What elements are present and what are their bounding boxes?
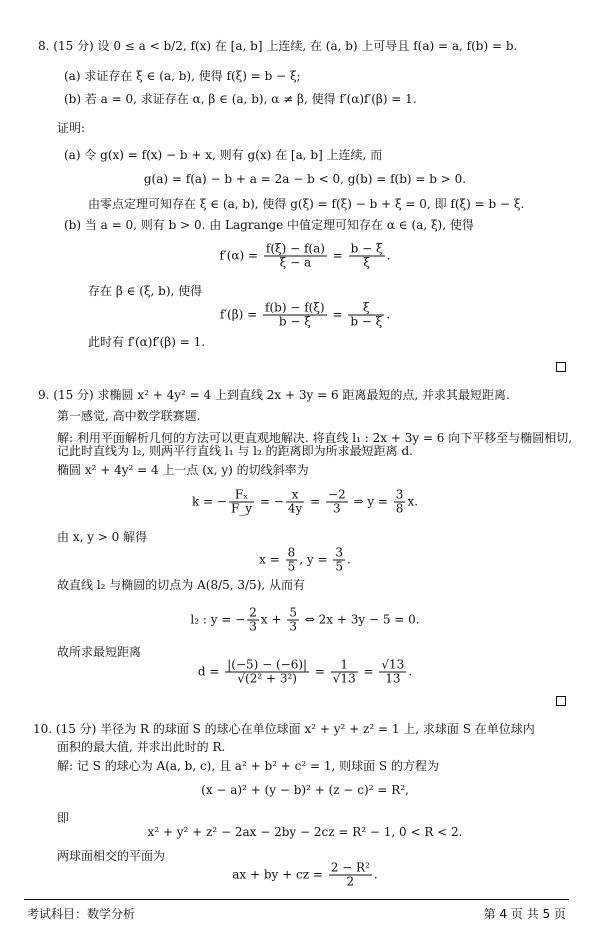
numerator: 1 [331, 659, 358, 673]
text-line [88, 197, 524, 211]
text-segment: l₂ : y = − [190, 612, 246, 627]
text-segment: . [347, 552, 351, 567]
numerator: 3 [335, 545, 343, 560]
text-segment: . [386, 307, 391, 322]
fraction [379, 659, 406, 686]
footer-divider [24, 899, 569, 900]
text-line [57, 811, 69, 825]
denominator: 13 [385, 671, 401, 686]
text-segment: 第一感觉, 高中数学联赛题. [57, 409, 201, 423]
fraction [348, 302, 384, 329]
text-segment: = [359, 664, 378, 679]
numerator: 5 [289, 605, 297, 620]
numerator: x [286, 489, 304, 503]
text-segment: x. [407, 494, 419, 509]
display-equation [0, 547, 610, 574]
text-segment: = [328, 307, 347, 322]
text-segment: (b) 当 a = 0, 则有 b > 0. 由 Lagrange 中值定理可知存在 α ∈ (a, ξ), 使得 [64, 218, 474, 232]
footer-subject: 考试科目：数学分析 [27, 907, 136, 921]
text-segment: (b) 若 a = 0, 求证存在 α, β ∈ (a, b), α ≠ β, 使得 f′(α)f′(β) = 1. [64, 92, 417, 106]
text-segment: 解: 利用平面解析几何的方法可以更直观地解决. 将直线 l₁ : 2x + 3y = 6 向下平移至与椭圆相切, [57, 431, 573, 445]
text-segment: (a) 求证存在 ξ ∈ (a, b), 使得 f(ξ) = b − ξ; [64, 69, 301, 83]
numerator: f(ξ) − f(a) [265, 241, 325, 256]
numerator: b − ξ [350, 241, 383, 256]
denominator: ξ − a [279, 255, 312, 270]
text-segment: g(a) = f(a) − b + a = 2a − b < 0, g(b) = f(b) = b > 0. [143, 172, 467, 186]
text-line [38, 39, 517, 53]
display-equation [0, 659, 610, 686]
display-equation [0, 862, 610, 889]
display-equation [0, 302, 610, 329]
fraction [264, 243, 327, 270]
text-segment: ax + by + cz = [232, 867, 327, 882]
denominator: 2 [346, 874, 355, 889]
numerator: 8 [287, 545, 296, 560]
text-segment: d = [197, 664, 224, 679]
fraction [333, 547, 345, 574]
text-line [57, 431, 572, 445]
denominator: 5 [287, 559, 296, 574]
numerator: |(−5) − (−6)| [227, 657, 308, 672]
fraction [287, 607, 299, 634]
text-segment: 8. (15 分) 设 0 ≤ a < b/2, f(x) 在 [a, b] 上连续, 在 (a, b) 上可导且 f(a) = a, f(b) = b. [38, 39, 518, 53]
text-segment: 面积的最大值, 并求出此时的 R. [57, 740, 226, 754]
fraction [331, 659, 358, 686]
fraction [329, 862, 372, 889]
display-equation [0, 825, 610, 839]
text-segment: = [328, 248, 347, 263]
display-equation [0, 172, 610, 186]
text-segment: 9. (15 分) 求椭圆 x² + 4y² = 4 上到直线 2x + 3y = 6 距离最短的点, 并求其最短距离. [38, 388, 510, 402]
fraction [225, 659, 309, 686]
text-line [64, 148, 382, 162]
display-equation [0, 607, 610, 634]
text-segment: 记此时直线为 l₂, 则两平行直线 l₁ 与 l₂ 的距离即为所求最短距离 d. [57, 444, 413, 458]
denominator: 3 [332, 501, 341, 516]
text-line [88, 335, 205, 349]
text-line [57, 759, 439, 773]
denominator: 5 [335, 559, 343, 574]
numerator: ξ [348, 302, 384, 316]
fraction [394, 489, 406, 516]
footer-page-number: 第 4 页 共 5 页 [483, 907, 566, 921]
text-segment: f′(α) = [219, 248, 262, 263]
text-line [57, 463, 309, 477]
text-line [57, 740, 225, 754]
display-equation [0, 243, 610, 270]
display-equation [0, 489, 610, 516]
qed-square-icon [556, 362, 566, 372]
text-segment: k = − [191, 494, 227, 509]
text-segment: , y = [299, 552, 332, 567]
text-line [57, 444, 413, 458]
numerator: 2 − R² [330, 860, 370, 875]
text-line [33, 722, 535, 736]
text-segment: . [408, 664, 413, 679]
fraction [286, 489, 304, 516]
text-line [64, 92, 417, 106]
text-segment: 10. (15 分) 半径为 R 的球面 S 的球心在单位球面 x² + y² + z² = 1 上, 求球面 S 在单位球内 [33, 722, 535, 736]
text-segment: (a) 令 g(x) = f(x) − b + x, 则有 g(x) 在 [a, b] 上连续, 而 [64, 148, 383, 162]
text-segment: 即 [57, 811, 70, 825]
text-segment: ⇔ 2x + 3y − 5 = 0. [300, 612, 420, 627]
denominator: F_y [230, 501, 253, 516]
text-segment: 由零点定理可知存在 ξ ∈ (a, b), 使得 g(ξ) = f(ξ) − b + ξ = 0, 即 f(ξ) = b − ξ. [88, 197, 525, 211]
text-segment: f′(β) = [219, 307, 262, 322]
display-equation [0, 783, 610, 797]
text-segment: 解: 记 S 的球心为 A(a, b, c), 且 a² + b² + c² = 1, 则球面 S 的方程为 [57, 759, 439, 773]
numerator: √13 [381, 657, 405, 672]
denominator: ξ [363, 255, 370, 270]
text-segment: 故直线 l₂ 与椭圆的切点为 A(8/5, 3/5), 从而有 [57, 578, 306, 592]
denominator: 3 [289, 619, 297, 634]
text-segment: 两球面相交的平面为 [57, 849, 166, 863]
fraction [349, 243, 385, 270]
text-segment: = − [256, 494, 284, 509]
numerator: 2 [249, 605, 257, 620]
text-line [57, 530, 147, 544]
fraction [247, 607, 259, 634]
text-segment: = [311, 664, 329, 679]
numerator: −2 [327, 487, 346, 502]
numerator: Fₓ [229, 489, 254, 503]
denominator: √13 [332, 671, 356, 686]
text-segment: (x − a)² + (y − b)² + (z − c)² = R², [201, 783, 409, 797]
text-segment: x + [260, 612, 286, 627]
qed-square-icon [556, 696, 566, 706]
text-segment: . [386, 248, 391, 263]
denominator: b − ξ [278, 314, 311, 329]
text-line [38, 388, 510, 402]
text-segment: 椭圆 x² + 4y² = 4 上一点 (x, y) 的切线斜率为 [57, 463, 309, 477]
text-line [57, 121, 85, 135]
text-segment: x² + y² + z² − 2ax − 2by − 2cz = R² − 1, 0 < R < 2. [147, 825, 463, 839]
denominator: √(2² + 3²) [237, 671, 297, 686]
text-segment: ⇒ y = [349, 494, 392, 509]
denominator: 4y [287, 501, 303, 516]
fraction [326, 489, 348, 516]
text-segment: 故所求最短距离 [57, 645, 142, 659]
text-line [57, 578, 305, 592]
numerator: 3 [395, 487, 404, 502]
text-segment: 由 x, y > 0 解得 [57, 530, 148, 544]
text-line [57, 645, 141, 659]
text-segment: x = [259, 552, 284, 567]
denominator: b − ξ [350, 314, 383, 329]
fraction [263, 302, 327, 329]
text-segment: . [373, 867, 378, 882]
text-line [57, 409, 200, 423]
text-segment: = [306, 494, 324, 509]
text-segment: 存在 β ∈ (ξ, b), 使得 [88, 284, 203, 298]
text-line [64, 69, 301, 83]
fraction [286, 547, 298, 574]
text-line [88, 284, 202, 298]
fraction [229, 489, 254, 516]
denominator: 3 [249, 619, 257, 634]
text-line [64, 218, 474, 232]
text-segment: 证明: [57, 121, 86, 135]
denominator: 8 [395, 501, 404, 516]
numerator: f(b) − f(ξ) [265, 300, 325, 315]
text-segment: 此时有 f′(α)f′(β) = 1. [88, 335, 206, 349]
